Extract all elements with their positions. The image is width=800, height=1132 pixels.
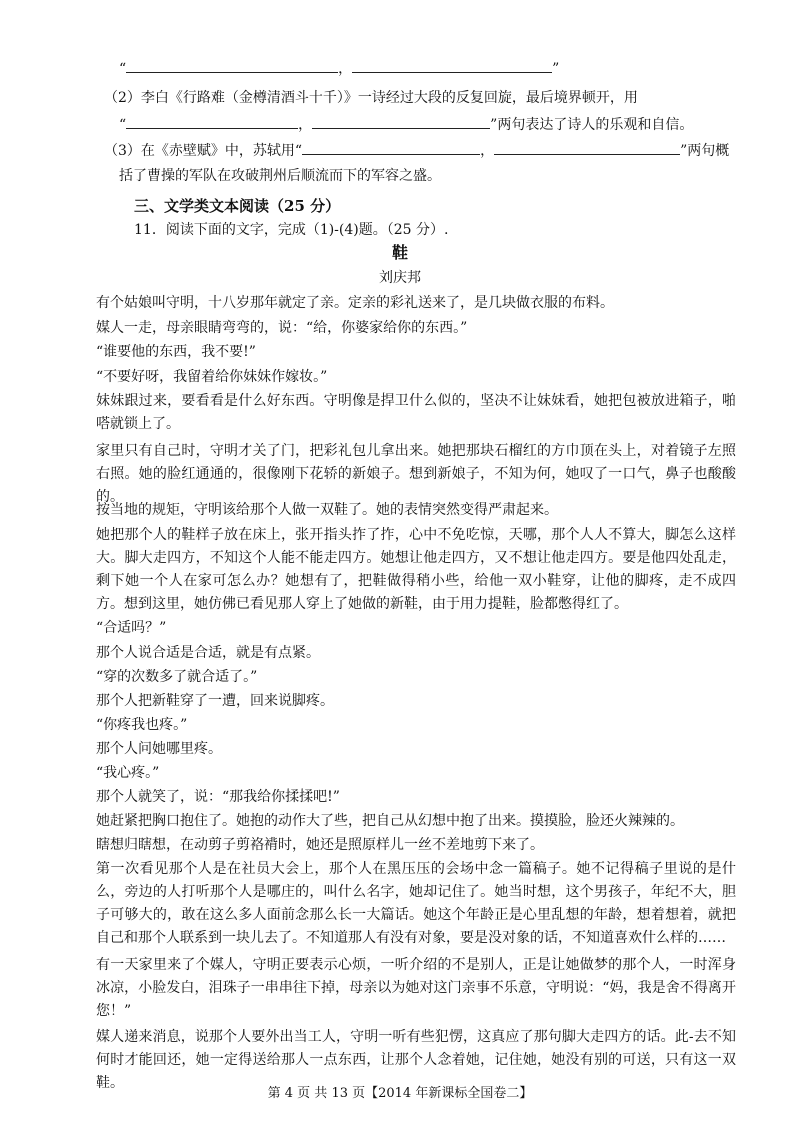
story-author: 刘庆邦 xyxy=(379,270,421,286)
paragraph: 那个人把新鞋穿了一遭，回来说脚疼。 xyxy=(96,693,334,709)
paragraph: 那个人就笑了，说：“那我给你揉揉吧!” xyxy=(96,789,340,805)
paragraph: “合适吗？” xyxy=(96,620,167,636)
paragraph: 她把那个人的鞋样子放在床上，张开指头拃了拃，心中不免吃惊，天哪，那个人人不算大，脚怎么这样大。脚大走四方，不知这个人能不能走四方。她想让他走四方，又不想让他走四方。要是他四处乱走，剩下她一个人在家可怎么办？她想有了，把鞋做得稍小些，给他一双小鞋穿，让他的脚疼，走不成四方。想到这里，她仿佛已看见那人穿上了她做的新鞋，由于用力提鞋，脸都憋得红了。 xyxy=(96,527,736,612)
paragraph: 她赶紧把胸口抱住了。她抱的动作大了些，把自己从幻想中抱了出来。摸摸脸，脸还火辣辣的。 xyxy=(96,813,684,829)
q3-line-1: （3）在《赤壁赋》中，苏轼用“ ， ”两句概 xyxy=(104,140,729,161)
paragraph: 瞎想归瞎想，在动剪子剪袼褙时，她还是照原样儿一丝不差地剪下来了。 xyxy=(96,837,544,853)
section-instruction: 11．阅读下面的文字，完成（1)-(4)题。（25 分）. xyxy=(134,222,449,238)
q1-blank-2[interactable] xyxy=(352,58,552,73)
q3-blank-2[interactable] xyxy=(494,140,680,155)
paragraph: “谁要他的东西，我不要!” xyxy=(96,344,256,360)
paragraph: 媒人递来消息，说那个人要外出当工人，守明一听有些犯愣，这真应了那句脚大走四方的话。此-去不知何时才能回还，她一定得送给那人一点东西，让那个人念着她，记住她，她没有别的可送，只有这一双鞋。 xyxy=(96,1029,736,1091)
paragraph: “穿的次数多了就合适了。” xyxy=(96,669,258,685)
paragraph: 妹妹跟过来，要看看是什么好东西。守明像是捍卫什么似的，坚决不让妹妹看，她把包被放进箱子，啪嗒就锁上了。 xyxy=(96,393,736,432)
q3-line-2: 括了曹操的军队在攻破荆州后顺流而下的军容之盛。 xyxy=(119,168,441,184)
paragraph: 有个姑娘叫守明，十八岁那年就定了亲。定亲的彩礼送来了，是几块做衣服的布料。 xyxy=(96,295,614,311)
q2-line-1: （2）李白《行路难（金樽清酒斗十千）》一诗经过大段的反复回旋，最后境界顿开，用 xyxy=(104,90,638,106)
paragraph: 那个人说合适是合适，就是有点紧。 xyxy=(96,645,320,661)
paragraph: 有一天家里来了个媒人，守明正要表示心烦，一听介绍的不是别人，正是让她做梦的那个人，一时浑身冰凉，小脸发白，泪珠子一串串往下掉，母亲以为她对这门亲事不乐意，守明说：“妈，我是舍不得离开您！” xyxy=(96,957,736,1019)
paragraph: 媒人一走，母亲眼睛弯弯的，说：“给，你婆家给你的东西。” xyxy=(96,320,468,336)
q2-line-2: “ ， ”两句表达了诗人的乐观和自信。 xyxy=(119,114,693,135)
page-footer: 第 4 页 共 13 页【2014 年新课标全国卷二】 xyxy=(267,1086,533,1101)
paragraph: 第一次看见那个人是在社员大会上，那个人在黑压压的会场中念一篇稿子。她不记得稿子里说的是什么，旁边的人打听那个人是哪庄的，叫什么名字，她却记住了。她当时想，这个男孩子，年纪不大，胆子可够大的，敢在这么多人面前念那么长一大篇话。她这个年龄正是心里乱想的年龄，想着想着，就把自己和那个人联系到一块儿去了。不知道那人有没有对象，要是没对象的话，不知道喜欢什么样的…… xyxy=(96,861,736,946)
paragraph: 家里只有自己时，守明才关了门，把彩礼包儿拿出来。她把那块石榴红的方巾顶在头上，对着镜子左照右照。她的脸红通通的，很像刚下花轿的新娘子。想到新娘子，不知为何，她叹了一口气，鼻子也酸酸的。 xyxy=(96,443,736,505)
story-title: 鞋 xyxy=(391,243,408,262)
paragraph: “不要好呀，我留着给你妹妹作嫁妆。” xyxy=(96,369,328,385)
paragraph: “你疼我也疼。” xyxy=(96,717,188,733)
q1-line: “ ， ” xyxy=(119,58,559,79)
paragraph: 按当地的规矩，守明该给那个人做一双鞋了。她的表情突然变得严肃起来。 xyxy=(96,502,558,518)
q2-blank-1[interactable] xyxy=(126,114,298,129)
paragraph: 那个人问她哪里疼。 xyxy=(96,741,222,757)
q1-blank-1[interactable] xyxy=(126,58,338,73)
q3-blank-1[interactable] xyxy=(302,140,480,155)
paragraph: “我心疼。” xyxy=(96,765,160,781)
section-heading: 三、文学类文本阅读（25 分） xyxy=(134,197,341,215)
q2-blank-2[interactable] xyxy=(312,114,490,129)
